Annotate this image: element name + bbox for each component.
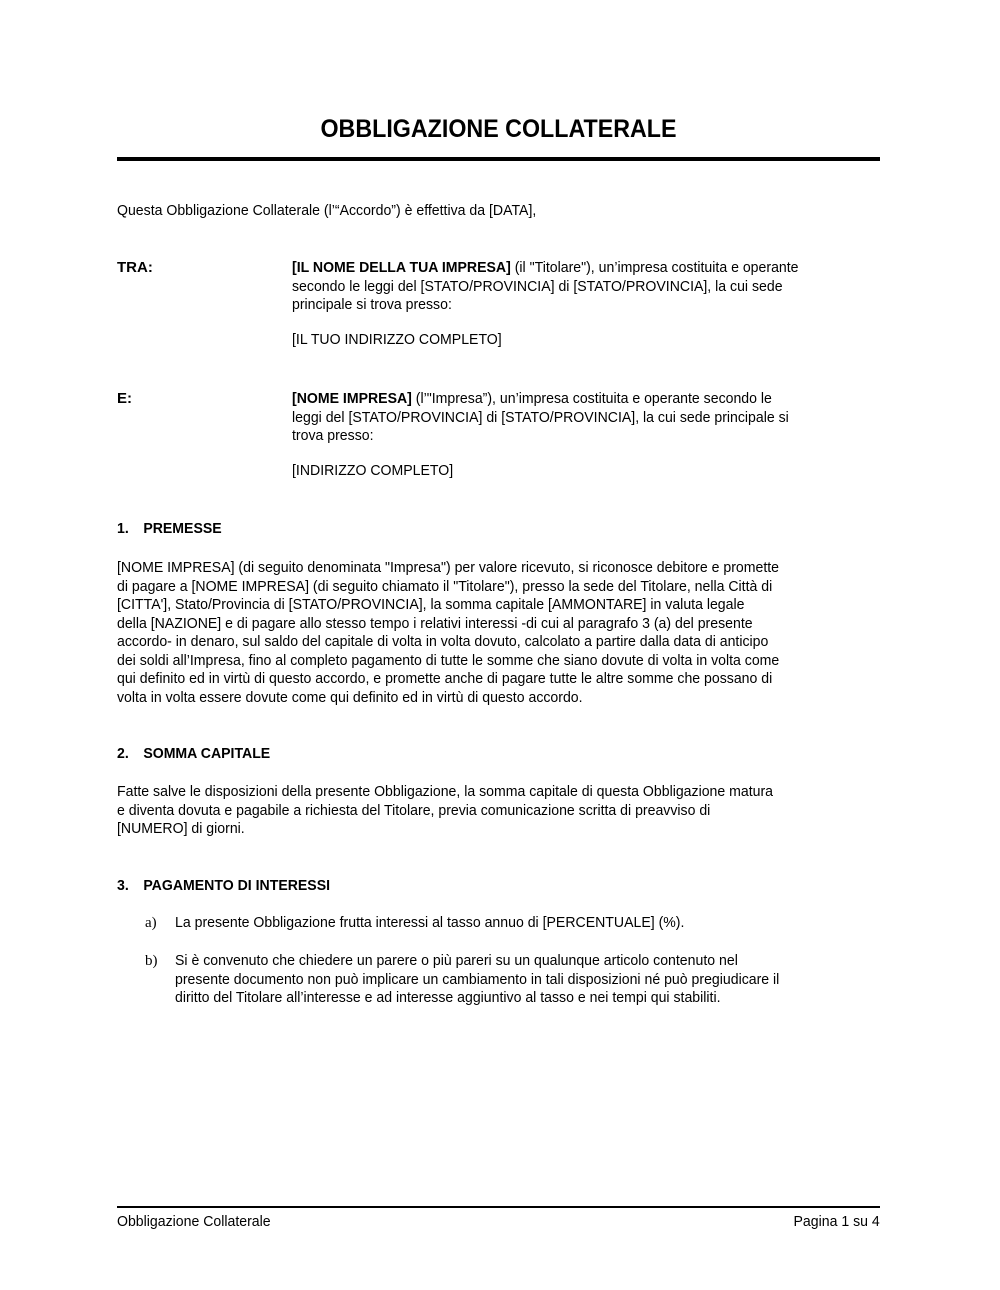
- party-line: [NOME IMPRESA] (l’"Impresa”), un’impresa costituita e operante secondo le: [292, 390, 772, 407]
- section-heading-somma-capitale: [117, 745, 270, 762]
- section-number: 3.: [117, 877, 129, 894]
- party-line: secondo le leggi del [STATO/PROVINCIA] di [STATO/PROVINCIA], la cui sede: [292, 277, 783, 295]
- party-details: [292, 259, 882, 349]
- document-title: OBBLIGAZIONE COLLATERALE: [320, 115, 677, 143]
- party-label: E:: [117, 390, 132, 407]
- section-title: SOMMA CAPITALE: [143, 745, 271, 762]
- party-address: [IL TUO INDIRIZZO COMPLETO]: [292, 330, 502, 348]
- paragraph-line: accordo- in denaro, sul saldo del capitale di volta in volta dovuto, calcolato a partire dalla data di anticipo: [117, 633, 769, 650]
- list-item-line: diritto del Titolare all’interesse e ad interesse aggiuntivo al tasso e nei tempi qui stabiliti.: [175, 989, 721, 1006]
- list-marker: b): [145, 953, 158, 969]
- list-marker: a): [145, 915, 157, 931]
- footer-divider: [117, 1206, 880, 1208]
- paragraph-line: volta in volta essere dovute come qui definito ed in virtù di questo accordo.: [117, 688, 583, 706]
- paragraph-line: della [NAZIONE] e di pagare allo stesso tempo i relativi interessi -di cui al paragrafo 3 (a) del presente: [117, 614, 753, 632]
- paragraph-line: Fatte salve le disposizioni della presente Obbligazione, la somma capitale di questa Obbligazione matura: [117, 783, 774, 800]
- paragraph-line: qui definito ed in virtù di questo accordo, e promette anche di pagare tutte le altre somme che possano di: [117, 670, 773, 687]
- party-name: [IL NOME DELLA TUA IMPRESA]: [292, 259, 511, 276]
- section-title: PREMESSE: [143, 520, 222, 537]
- footer-document-name: Obbligazione Collaterale: [117, 1213, 271, 1230]
- section-title: PAGAMENTO DI INTERESSI: [143, 877, 331, 894]
- section-number: 2.: [117, 745, 129, 762]
- party-address: [INDIRIZZO COMPLETO]: [292, 461, 454, 479]
- paragraph-line: [NUMERO] di giorni.: [117, 820, 245, 837]
- paragraph-line: [CITTA'], Stato/Provincia di [STATO/PROVINCIA], la somma capitale [AMMONTARE] in valuta legale: [117, 596, 745, 613]
- party-line: trova presso:: [292, 427, 374, 444]
- party-line: [IL NOME DELLA TUA IMPRESA] (il "Titolare"), un’impresa costituita e operante: [292, 259, 799, 276]
- section-body-premesse: [117, 559, 880, 707]
- section-body-somma-capitale: [117, 783, 880, 839]
- paragraph-line: e diventa dovuta e pagabile a richiesta del Titolare, previa comunicazione scritta di preavviso di: [117, 801, 711, 819]
- section-heading-premesse: [117, 520, 222, 537]
- party-line: principale si trova presso:: [292, 296, 452, 313]
- section-heading-pagamento-interessi: [117, 877, 330, 894]
- footer-page-number: Pagina 1 su 4: [793, 1213, 880, 1230]
- paragraph-line: [NOME IMPRESA] (di seguito denominata "Impresa") per valore ricevuto, si riconosce debitore e promette: [117, 559, 780, 576]
- list-item-line: presente documento non può implicare un cambiamento in tali disposizioni né può pregiudicare il: [175, 970, 780, 988]
- party-label: TRA:: [117, 259, 153, 276]
- list-item-line: Si è convenuto che chiedere un parere o più pareri su un qualunque articolo contenuto nel: [175, 952, 738, 969]
- party-line: leggi del [STATO/PROVINCIA] di [STATO/PROVINCIA], la cui sede principale si: [292, 408, 789, 426]
- paragraph-line: dei soldi all’Impresa, fino al completo pagamento di tutte le somme che siano dovute di volta in volta come: [117, 651, 780, 669]
- intro-paragraph: Questa Obbligazione Collaterale (l’“Accordo”) è effettiva da [DATA],: [117, 202, 537, 219]
- list-item-line: La presente Obbligazione frutta interessi al tasso annuo di [PERCENTUALE] (%).: [175, 914, 685, 931]
- paragraph-line: di pagare a [NOME IMPRESA] (di seguito chiamato il "Titolare"), presso la sede del Titolare, nella Città di: [117, 577, 773, 595]
- party-name: [NOME IMPRESA]: [292, 390, 412, 407]
- list-item-body: [175, 952, 818, 1008]
- title-divider: [117, 157, 880, 161]
- party-details: [292, 390, 882, 480]
- section-number: 1.: [117, 520, 129, 537]
- list-item-body: [175, 914, 717, 933]
